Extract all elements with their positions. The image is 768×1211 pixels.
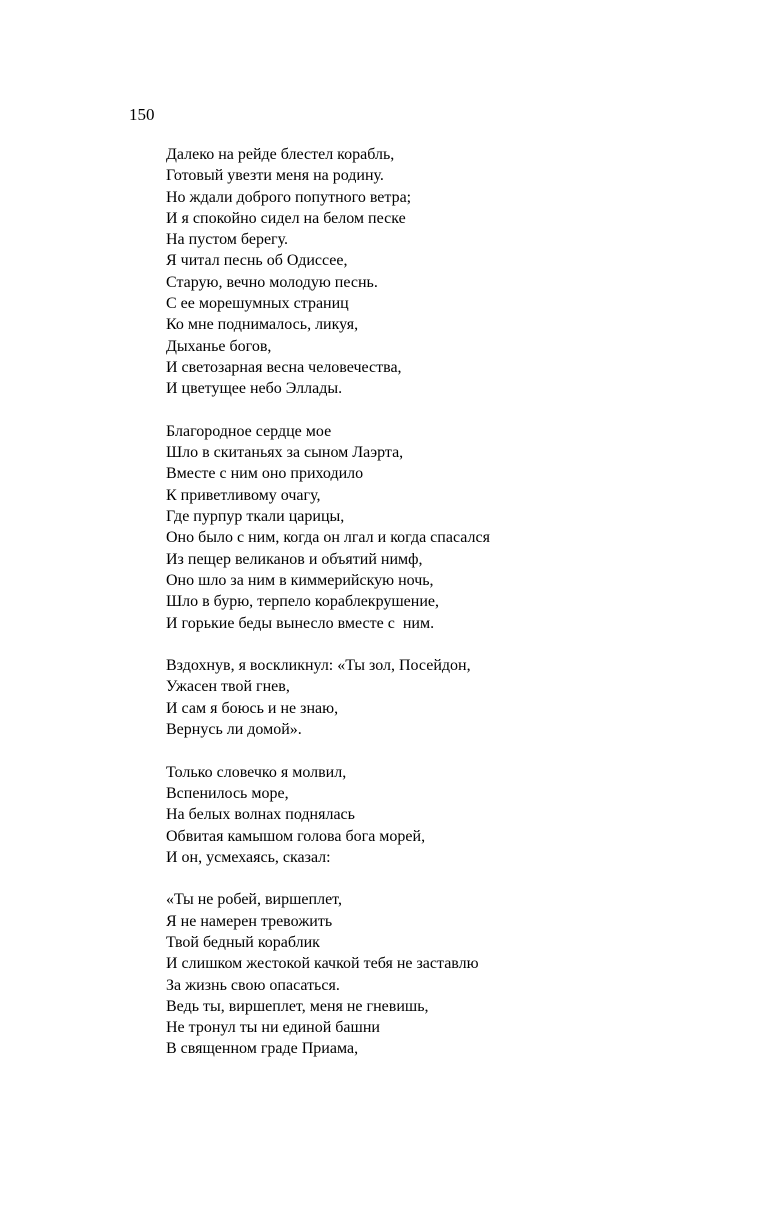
poem-line: Вздохнув, я воскликнул: «Ты зол, Посейдон, (166, 657, 471, 675)
stanza (166, 421, 490, 634)
poem-line: И он, усмехаясь, сказал: (166, 848, 331, 866)
poem-line: Шло в бурю, терпело кораблекрушение, (166, 593, 440, 611)
poem-line: Но ждали доброго попутного ветра; (166, 188, 412, 206)
poem-line: Только словечко я молвил, (166, 763, 347, 781)
poem-line: Вместе с ним оно приходило (166, 465, 364, 483)
poem-line: Далеко на рейде блестел корабль, (166, 146, 395, 163)
poem-line: Я не намерен тревожить (166, 912, 333, 930)
page-number: 150 (129, 105, 155, 124)
stanza (166, 762, 490, 868)
poem-line: На белых волнах поднялась (166, 806, 355, 824)
poem-line: К приветливому очагу, (166, 486, 321, 504)
poem-line: Вспенилось море, (166, 784, 289, 802)
poem-line: Где пурпур ткали царицы, (166, 508, 345, 526)
poem-line: Готовый увезти меня на родину. (166, 167, 384, 185)
poem-line: Я читал песнь об Одиссее, (166, 252, 348, 270)
poem-line: Обвитая камышом голова бога морей, (166, 827, 426, 845)
poem-line: И светозарная весна человечества, (166, 358, 402, 376)
poem-line: Старую, вечно молодую песнь. (166, 273, 378, 291)
poem-line: За жизнь свою опасаться. (166, 976, 340, 994)
poem-line: И я спокойно сидел на белом песке (166, 209, 406, 227)
poem-line: Ужасен твой гнев, (166, 678, 290, 696)
poem-line: Не тронул ты ни единой башни (166, 1019, 380, 1037)
poem-line: Вернусь ли домой». (166, 721, 302, 739)
poem-line: И слишком жестокой качкой тебя не заставлю (166, 955, 479, 973)
poem-text (166, 144, 490, 1081)
poem-line: В священном граде Приама, (166, 1040, 359, 1058)
poem-line: Дыханье богов, (166, 337, 272, 355)
poem-line: Шло в скитаньях за сыном Лаэрта, (166, 444, 404, 462)
poem-line: Оно было с ним, когда он лгал и когда спасался (166, 529, 490, 547)
poem-line: Твой бедный кораблик (166, 933, 320, 951)
poem-line: Из пещер великанов и объятий нимф, (166, 550, 423, 568)
poem-line: И цветущее небо Эллады. (166, 380, 343, 398)
poem-line: Ведь ты, виршеплет, меня не гневишь, (166, 997, 429, 1015)
stanza (166, 889, 490, 1059)
poem-line: Благородное сердце мое (166, 422, 332, 440)
stanza (166, 655, 490, 740)
stanza (166, 144, 490, 400)
poem-line: И сам я боюсь и не знаю, (166, 699, 339, 717)
poem-line: Ко мне поднималось, ликуя, (166, 316, 359, 334)
poem-line: «Ты не робей, виршеплет, (166, 891, 342, 909)
poem-line: С ее морешумных страниц (166, 295, 349, 313)
poem-line: Оно шло за ним в киммерийскую ночь, (166, 571, 434, 589)
poem-line: На пустом берегу. (166, 231, 289, 249)
poem-line: И горькие беды вынесло вместе с ним. (166, 614, 435, 632)
